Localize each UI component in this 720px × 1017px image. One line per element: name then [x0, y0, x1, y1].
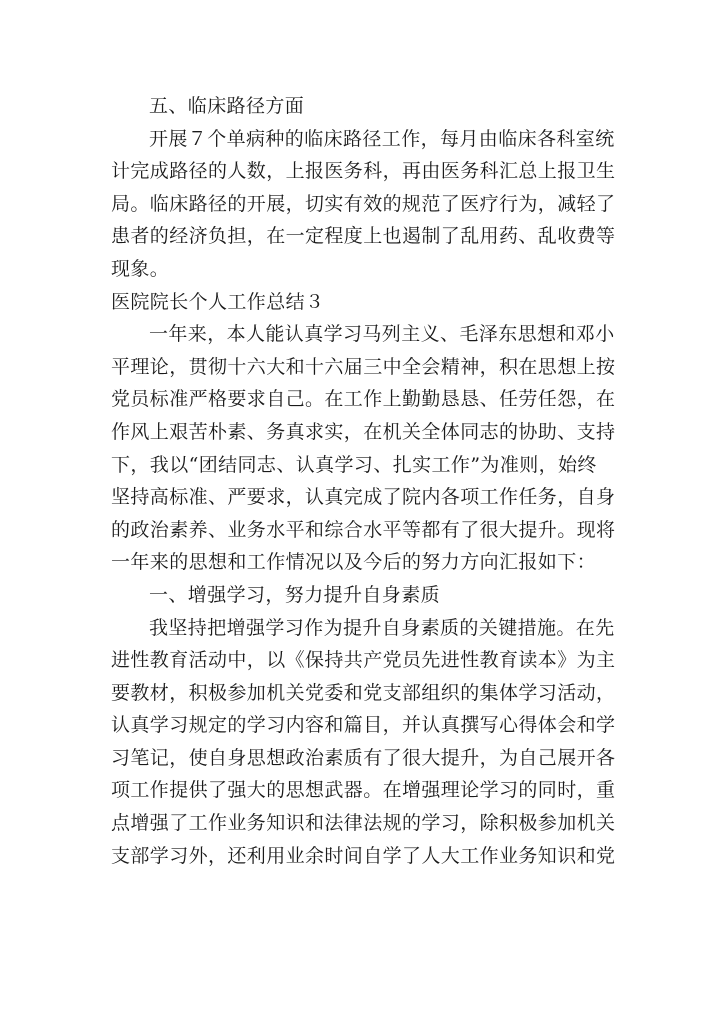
paragraph-line: 项工作提供了强大的思想武器。在增强理论学习的同时，重 [111, 779, 616, 802]
document-title: 医院院长个人工作总结３ [111, 290, 325, 313]
paragraph-line: 认真学习规定的学习内容和篇目，并认真撰写心得体会和学 [111, 714, 616, 737]
paragraph-line: 计完成路径的人数，上报医务科，再由医务科汇总上报卫生 [111, 160, 616, 183]
section-heading: 一、增强学习，努力提升自身素质 [149, 583, 441, 606]
section-heading: 五、临床路径方面 [149, 95, 305, 117]
paragraph-line: 点增强了工作业务知识和法律法规的学习，除积极参加机关 [111, 812, 616, 835]
paragraph-line: 局。临床路径的开展，切实有效的规范了医疗行为，减轻了 [111, 192, 616, 215]
paragraph-line: 要教材，积极参加机关党委和党支部组织的集体学习活动， [111, 681, 616, 704]
paragraph-line: 作风上艰苦朴素、务真求实，在机关全体同志的协助、支持 [111, 420, 616, 443]
paragraph-line: 平理论，贯彻十六大和十六届三中全会精神，积在思想上按 [111, 355, 616, 378]
paragraph-line: 习笔记，使自身思想政治素质有了很大提升，为自己展开各 [111, 746, 616, 769]
paragraph-line: 一年来的思想和工作情况以及今后的努力方向汇报如下： [111, 551, 597, 574]
paragraph-line: 现象。 [111, 257, 170, 280]
paragraph-line: 我坚持把增强学习作为提升自身素质的关键措施。在先 [149, 616, 615, 639]
paragraph-line: 的政治素养、业务水平和综合水平等都有了很大提升。现将 [111, 518, 616, 541]
paragraph-line: 党员标准严格要求自己。在工作上勤勤恳恳、任劳任怨，在 [111, 388, 616, 411]
paragraph-line: 一年来，本人能认真学习马列主义、毛泽东思想和邓小 [149, 323, 615, 346]
paragraph-line: 支部学习外，还利用业余时间自学了人大工作业务知识和党 [111, 844, 616, 867]
document-body [111, 90, 621, 872]
paragraph-line: 患者的经济负担，在一定程度上也遏制了乱用药、乱收费等 [111, 225, 616, 248]
paragraph-line: 进性教育活动中，以《保持共产党员先进性教育读本》为主 [111, 649, 616, 672]
paragraph-line: 下，我以“团结同志、认真学习、扎实工作”为准则，始终 [111, 453, 597, 476]
paragraph-line: 开展７个单病种的临床路径工作，每月由临床各科室统 [149, 127, 615, 150]
paragraph-line: 坚持高标准、严要求，认真完成了院内各项工作任务，自身 [111, 486, 616, 509]
